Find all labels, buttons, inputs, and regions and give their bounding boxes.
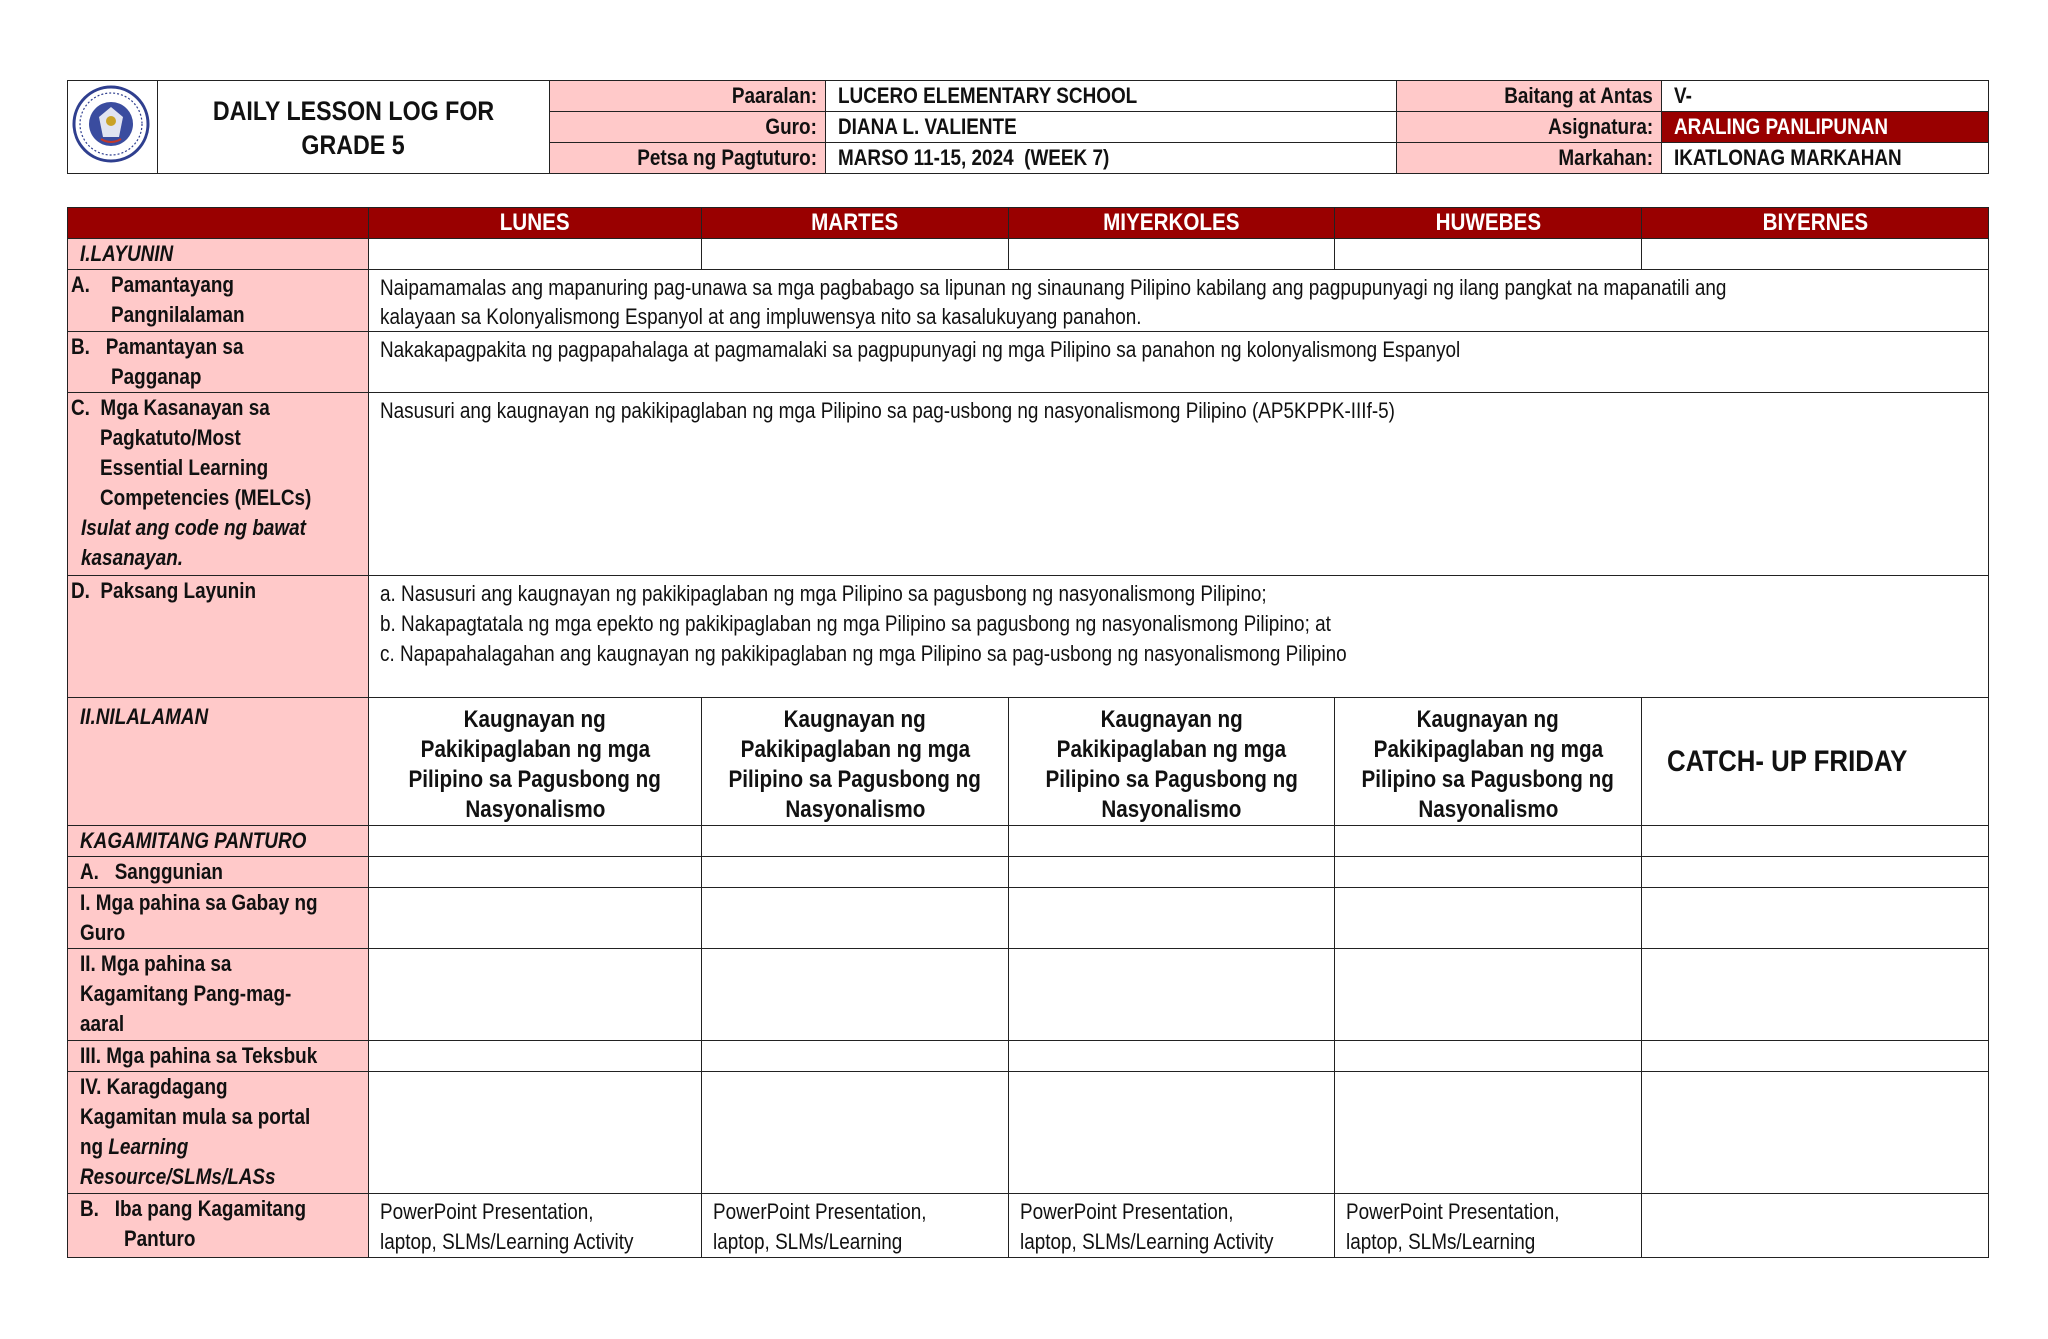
paksang-layunin-label: [68, 576, 369, 698]
topic-line: Nasyonalismo: [785, 796, 925, 823]
day-header-row: [68, 208, 1989, 239]
topic-line: Kaugnayan ng: [783, 706, 927, 733]
iba-tuesday: [702, 1194, 1009, 1258]
layunin-row: [68, 239, 1989, 270]
subject-value: ARALING PANLIPUNAN: [1674, 114, 1889, 139]
pamantayang-pangnilalaman-label: [68, 270, 369, 332]
pamantayang-pangnilalaman-text: [369, 270, 1989, 332]
empty-cell: [1009, 857, 1335, 888]
empty-cell: [702, 239, 1009, 270]
deped-seal-cell: [68, 81, 158, 174]
school-value: LUCERO ELEMENTARY SCHOOL: [838, 83, 1138, 108]
grade-label: Baitang at Antas: [1504, 83, 1653, 108]
quarter-label-cell: [1397, 143, 1662, 174]
day-label: MIYERKOLES: [1103, 209, 1240, 236]
topic-thursday: [1335, 698, 1642, 826]
title-line-2: GRADE 5: [301, 129, 406, 160]
topic-line: Pilipino sa Pagusbong ng: [728, 766, 982, 793]
topic-line: Nasyonalismo: [1418, 796, 1558, 823]
empty-cell: [369, 826, 702, 857]
topic-line: Pilipino sa Pagusbong ng: [1045, 766, 1298, 793]
day-header-wednesday: [1009, 208, 1335, 239]
label-line: IV. Karagdagang: [80, 1074, 228, 1099]
label-line: B. Pamantayan sa: [71, 334, 244, 359]
empty-cell: [1642, 888, 1989, 949]
text-line: kalayaan sa Kolonyalismong Espanyol at ang impluwensya nito sa kasalukuyang panahon.: [380, 304, 1142, 329]
quarter-value-cell: [1662, 143, 1989, 174]
empty-cell: [702, 1041, 1009, 1072]
deped-seal-icon: [68, 81, 154, 167]
topic-line: Pilipino sa Pagusbong ng: [408, 766, 662, 793]
sanggunian-row: [68, 857, 1989, 888]
day-header-tuesday: [702, 208, 1009, 239]
empty-cell: [1009, 949, 1335, 1041]
date-label: Petsa ng Pagtuturo:: [637, 145, 817, 170]
empty-cell: [369, 857, 702, 888]
topic-line: Pakikipaglaban ng mga: [1056, 736, 1287, 763]
empty-cell: [702, 1072, 1009, 1194]
empty-cell: [369, 239, 702, 270]
label-line: Resource/SLMs/LASs: [80, 1164, 276, 1189]
text-line: Naipamamalas ang mapanuring pag-unawa sa mga pagbabago sa lipunan ng sinaunang Pilipino kabilang ang pagpupunyagi ng ilang pangkat na mapanatili ang: [380, 275, 1727, 300]
karagdagang-kagamitan-row: [68, 1072, 1989, 1194]
empty-cell: [1335, 826, 1642, 857]
iba-wednesday: [1009, 1194, 1335, 1258]
day-label: LUNES: [500, 209, 570, 236]
label-line: ng: [80, 1134, 109, 1159]
sanggunian-label: A. Sanggunian: [80, 859, 223, 884]
empty-cell: [1009, 1041, 1335, 1072]
empty-cell: [1335, 1072, 1642, 1194]
subject-label-cell: [1397, 112, 1662, 143]
quarter-value: IKATLONAG MARKAHAN: [1674, 145, 1902, 170]
teacher-value-cell: [826, 112, 1397, 143]
date-label-cell: [550, 143, 826, 174]
text-line: PowerPoint Presentation,: [380, 1199, 594, 1224]
label-line: kasanayan.: [81, 545, 184, 570]
nilalaman-row: [68, 698, 1989, 826]
empty-cell: [1335, 1041, 1642, 1072]
empty-cell: [1335, 888, 1642, 949]
school-label-cell: [550, 81, 826, 112]
layunin-label: I.LAYUNIN: [80, 241, 174, 266]
nilalaman-label: II.NILALAMAN: [80, 704, 209, 729]
day-header-blank: [68, 208, 369, 239]
grade-label-cell: [1397, 81, 1662, 112]
topic-line: Pakikipaglaban ng mga: [420, 736, 650, 763]
text-line: PowerPoint Presentation,: [713, 1199, 927, 1224]
kagamitang-panturo-label: KAGAMITANG PANTURO: [80, 828, 307, 853]
iba-thursday: [1335, 1194, 1642, 1258]
teacher-value: DIANA L. VALIENTE: [838, 114, 1017, 139]
label-line: Essential Learning: [100, 455, 269, 480]
pamantayan-sa-pagganap-label: [68, 332, 369, 393]
empty-cell: [702, 826, 1009, 857]
label-line: A. Pamantayang: [71, 272, 234, 297]
date-value-cell: [826, 143, 1397, 174]
iba-monday: [369, 1194, 702, 1258]
topic-line: Nasyonalismo: [465, 796, 605, 823]
label-line: aaral: [80, 1011, 125, 1036]
label-line: Guro: [80, 920, 126, 945]
gabay-ng-guro-row: [68, 888, 1989, 949]
label-line: Pagkatuto/Most: [100, 425, 241, 450]
label-line: Kagamitang Pang-mag-: [80, 981, 292, 1006]
day-header-monday: [369, 208, 702, 239]
topic-monday: [369, 698, 702, 826]
pamantayang-pangnilalaman-row: [68, 270, 1989, 332]
iba-pang-kagamitang-row: [68, 1194, 1989, 1258]
label-line-italic: Learning: [108, 1134, 189, 1159]
kagamitang-pang-mag-aaral-row: [68, 949, 1989, 1041]
iba-pang-kagamitang-label: [68, 1194, 369, 1258]
label-line: Competencies (MELCs): [100, 485, 312, 510]
topic-line: Kaugnayan ng: [463, 706, 607, 733]
paksang-layunin-text: [369, 576, 1989, 698]
empty-cell: [1642, 826, 1989, 857]
empty-cell: [1642, 239, 1989, 270]
label-line: C. Mga Kasanayan sa: [71, 395, 270, 420]
kagamitang-pang-mag-aaral-label: [68, 949, 369, 1041]
nilalaman-label-cell: [68, 698, 369, 826]
empty-cell: [1009, 239, 1335, 270]
date-value: MARSO 11-15, 2024 (WEEK 7): [838, 145, 1110, 170]
label-line: II. Mga pahina sa: [80, 951, 232, 976]
label-line: Kagamitan mula sa portal: [80, 1104, 311, 1129]
quarter-label: Markahan:: [1558, 145, 1653, 170]
text-line: laptop, SLMs/Learning Activity: [1020, 1229, 1274, 1254]
empty-cell: [1642, 1041, 1989, 1072]
empty-cell: [1335, 239, 1642, 270]
text-line: a. Nasusuri ang kaugnayan ng pakikipaglaban ng mga Pilipino sa pagusbong ng nasyonalismong Pilipino;: [380, 581, 1267, 606]
text-line: PowerPoint Presentation,: [1346, 1199, 1560, 1224]
title-line-1: DAILY LESSON LOG FOR: [212, 95, 495, 126]
topic-wednesday: [1009, 698, 1335, 826]
day-header-thursday: [1335, 208, 1642, 239]
topic-line: Pakikipaglaban ng mga: [1373, 736, 1603, 763]
paksang-layunin-row: [68, 576, 1989, 698]
empty-cell: [1009, 888, 1335, 949]
school-value-cell: [826, 81, 1397, 112]
empty-cell: [1335, 857, 1642, 888]
kagamitang-panturo-row: [68, 826, 1989, 857]
subject-label: Asignatura:: [1547, 114, 1653, 139]
empty-cell: [1009, 826, 1335, 857]
empty-cell: [1642, 1072, 1989, 1194]
grade-value-cell: [1662, 81, 1989, 112]
empty-cell: [702, 857, 1009, 888]
grade-value: V-: [1674, 83, 1692, 108]
topic-line: Kaugnayan ng: [1416, 706, 1560, 733]
label-line: Panturo: [124, 1226, 196, 1251]
gabay-ng-guro-label: [68, 888, 369, 949]
teksbuk-row: [68, 1041, 1989, 1072]
header-table: [67, 80, 1989, 174]
empty-cell: [369, 1041, 702, 1072]
empty-cell: [1642, 857, 1989, 888]
empty-cell: [369, 888, 702, 949]
topic-line: Pilipino sa Pagusbong ng: [1361, 766, 1615, 793]
teksbuk-label-cell: [68, 1041, 369, 1072]
catch-up-friday-cell: [1642, 698, 1989, 826]
text-line: b. Nakapagtatala ng mga epekto ng pakikipaglaban ng mga Pilipino sa pagusbong ng nasyonalismong Pilipino; at: [380, 611, 1331, 636]
subject-value-cell: [1662, 112, 1989, 143]
text-line: laptop, SLMs/Learning Activity: [380, 1229, 634, 1254]
topic-tuesday: [702, 698, 1009, 826]
catch-up-friday: CATCH- UP FRIDAY: [1667, 744, 1908, 778]
label-line: Isulat ang code ng bawat: [81, 515, 306, 540]
pamantayan-sa-pagganap-text: [369, 332, 1989, 393]
empty-cell: [1642, 949, 1989, 1041]
topic-line: Pakikipaglaban ng mga: [740, 736, 970, 763]
text-line: Nasusuri ang kaugnayan ng pakikipaglaban ng mga Pilipino sa pag-usbong ng nasyonalismong Pilipino (AP5KPPK-IIIf-5): [380, 398, 1395, 423]
lesson-log-table: [67, 207, 1989, 1258]
page-title: [158, 81, 550, 174]
empty-cell: [1642, 1194, 1989, 1258]
mga-kasanayan-label: [68, 393, 369, 576]
teacher-label-cell: [550, 112, 826, 143]
label-line: I. Mga pahina sa Gabay ng: [80, 890, 318, 915]
text-line: PowerPoint Presentation,: [1020, 1199, 1234, 1224]
day-header-friday: [1642, 208, 1989, 239]
day-label: BIYERNES: [1762, 209, 1868, 236]
school-label: Paaralan:: [731, 83, 817, 108]
karagdagang-kagamitan-label: [68, 1072, 369, 1194]
teksbuk-label: III. Mga pahina sa Teksbuk: [80, 1043, 318, 1068]
text-line: laptop, SLMs/Learning: [713, 1229, 903, 1254]
day-label: HUWEBES: [1435, 209, 1541, 236]
empty-cell: [369, 1072, 702, 1194]
topic-line: Kaugnayan ng: [1100, 706, 1243, 733]
label-line: B. Iba pang Kagamitang: [80, 1196, 307, 1221]
day-label: MARTES: [811, 209, 899, 236]
text-line: Nakakapagpakita ng pagpapahalaga at pagmamalaki sa pagpupunyagi ng mga Pilipino sa panahon ng kolonyalismong Espanyol: [380, 337, 1461, 362]
text-line: c. Napapahalagahan ang kaugnayan ng pakikipaglaban ng mga Pilipino sa pag-usbong ng nasyonalismong Pilipino: [380, 641, 1347, 666]
sanggunian-label-cell: [68, 857, 369, 888]
kagamitang-panturo-label-cell: [68, 826, 369, 857]
teacher-label: Guro:: [765, 114, 817, 139]
label-line: Pangnilalaman: [111, 302, 245, 327]
empty-cell: [702, 949, 1009, 1041]
empty-cell: [702, 888, 1009, 949]
empty-cell: [1009, 1072, 1335, 1194]
pamantayan-sa-pagganap-row: [68, 332, 1989, 393]
mga-kasanayan-text: [369, 393, 1989, 576]
empty-cell: [369, 949, 702, 1041]
label-line: D. Paksang Layunin: [71, 578, 257, 603]
topic-line: Nasyonalismo: [1101, 796, 1242, 823]
mga-kasanayan-row: [68, 393, 1989, 576]
text-line: laptop, SLMs/Learning: [1346, 1229, 1536, 1254]
layunin-label-cell: [68, 239, 369, 270]
label-line: Pagganap: [111, 364, 202, 389]
empty-cell: [1335, 949, 1642, 1041]
